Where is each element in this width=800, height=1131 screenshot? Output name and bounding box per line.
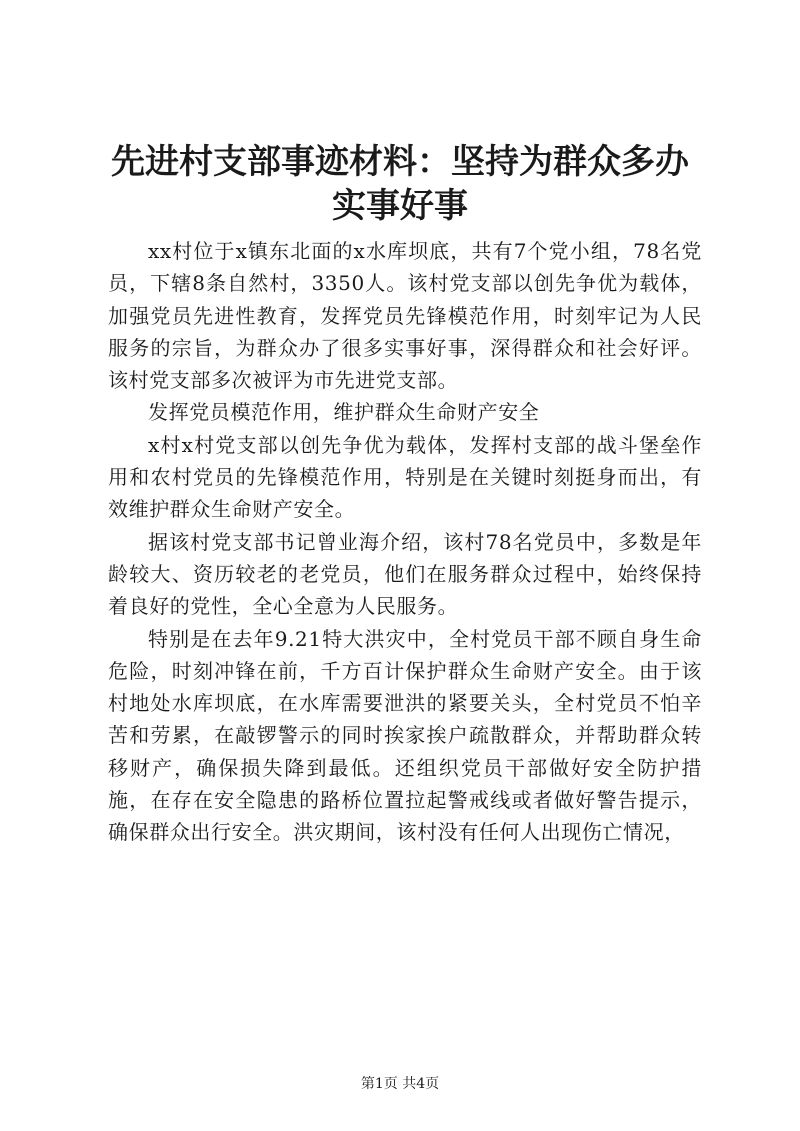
body-paragraph-intro: xx村位于x镇东北面的x水库坝底，共有7个党小组，78名党员，下辖8条自然村，3350人。该村党支部以创先争优为载体，加强党员先进性教育，发挥党员先锋模范作用，时刻牢记为人民服务的宗旨，为群众办了很多实事好事，深得群众和社会好评。该村党支部多次被评为市先进党支部。 bbox=[108, 239, 702, 393]
body-paragraph: x村x村党支部以创先争优为载体，发挥村支部的战斗堡垒作用和农村党员的先锋模范作用，特别是在关键时刻挺身而出，有效维护群众生命财产安全。 bbox=[108, 432, 702, 522]
page-number: 第1页 共4页 bbox=[360, 1076, 440, 1092]
section-heading: 发挥党员模范作用，维护群众生命财产安全 bbox=[148, 400, 540, 425]
body-paragraph: 据该村党支部书记曾业海介绍，该村78名党员中，多数是年龄较大、资历较老的老党员，他们在服务群众过程中，始终保持着良好的党性，全心全意为人民服务。 bbox=[108, 529, 702, 619]
document-title: 先进村支部事迹材料：坚持为群众多办实事好事 bbox=[111, 142, 689, 226]
document-body bbox=[108, 235, 702, 849]
body-paragraph: 特别是在去年9.21特大洪灾中，全村党员干部不顾自身生命危险，时刻冲锋在前，千方百计保护群众生命财产安全。由于该村地处水库坝底，在水库需要泄洪的紧要关头，全村党员不怕辛苦和劳累，在敲锣警示的同时挨家挨户疏散群众，并帮助群众转移财产，确保损失降到最低。还组织党员干部做好安全防护措施，在存在安全隐患的路桥位置拉起警戒线或者做好警告提示，确保群众出行安全。洪灾期间，该村没有任何人出现伤亡情况， bbox=[108, 626, 702, 845]
